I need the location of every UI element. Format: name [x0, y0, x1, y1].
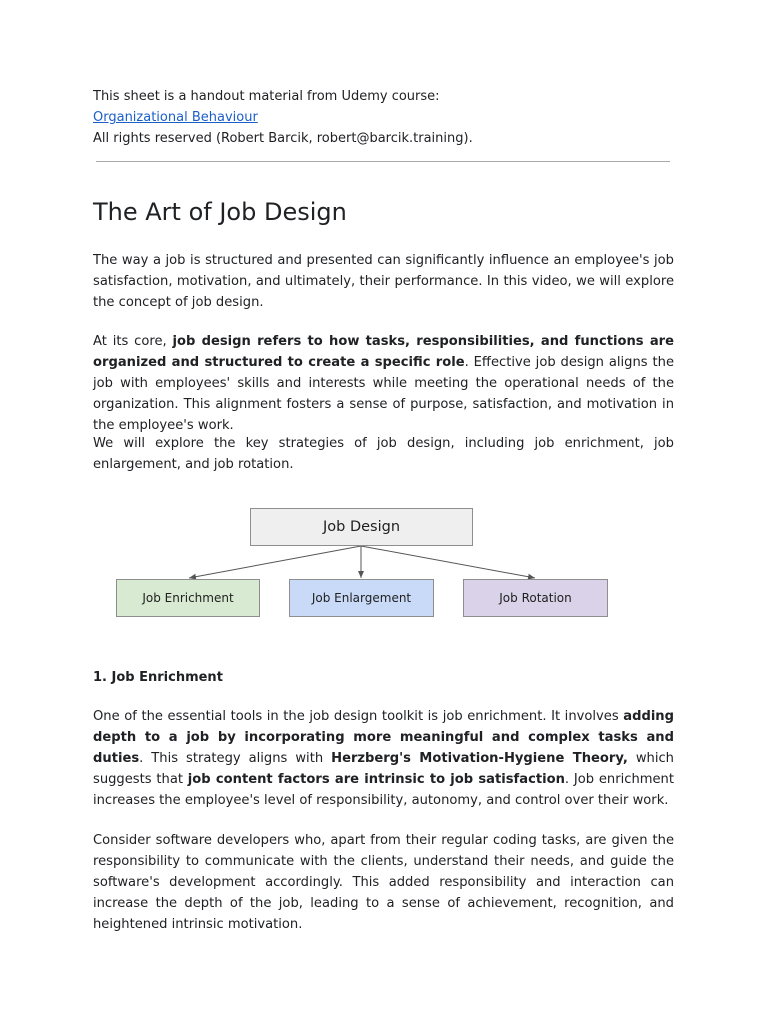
- connector-to-rotation: [361, 546, 535, 578]
- enrichment-p1-g: . Job enrichment increases the employee's level of responsibility, autonomy, and control over their work.: [93, 772, 674, 808]
- intro-paragraph-2: [93, 331, 674, 436]
- rights-text: All rights reserved (Robert Barcik, robert@barcik.training).: [93, 131, 473, 146]
- enrichment-paragraph-1: [93, 706, 674, 811]
- course-link[interactable]: Organizational Behaviour: [93, 110, 258, 125]
- diagram-node-job-rotation: Job Rotation: [463, 579, 608, 617]
- enrichment-p1-c: . This strategy aligns with: [139, 751, 332, 766]
- handout-source-text: This sheet is a handout material from Udemy course:: [93, 89, 440, 104]
- enrichment-p1-d: Herzberg's Motivation-Hygiene Theory,: [331, 751, 628, 766]
- enrichment-p1-f: job content factors are intrinsic to job satisfaction: [187, 772, 565, 787]
- diagram-node-job-design: Job Design: [250, 508, 473, 546]
- enrichment-p1-a: One of the essential tools in the job design toolkit is job enrichment. It involves: [93, 709, 624, 724]
- section-heading-job-enrichment: 1. Job Enrichment: [93, 670, 223, 685]
- page-title: The Art of Job Design: [93, 198, 347, 226]
- diagram-node-job-enlargement: Job Enlargement: [289, 579, 434, 617]
- connector-to-enrichment: [189, 546, 361, 578]
- intro-paragraph-1: The way a job is structured and presented can significantly influence an employee's job satisfaction, motivation, and ultimately, their performance. In this video, we will explore the concept of job design.: [93, 253, 674, 310]
- enrichment-p1-b: adding depth to a job by incorporating more meaningful and complex tasks and duties: [93, 709, 674, 766]
- handout-header: [93, 86, 674, 149]
- intro-p2-bold: job design refers to how tasks, responsibilities, and functions are organized and structured to create a specific role: [93, 334, 675, 370]
- enrichment-paragraph-2: Consider software developers who, apart from their regular coding tasks, are given the responsibility to communicate with the clients, understand their needs, and guide the software's development accordingly. This added responsibility and interaction can increase the depth of the job, leading to a sense of achievement, recognition, and heightened intrinsic motivation.: [93, 833, 674, 932]
- intro-p2-suffix: . Effective job design aligns the job with employees' skills and interests while meeting the operational needs of the organization. This alignment fosters a sense of purpose, satisfaction, and motivation in the employee's work.: [93, 355, 675, 433]
- enrichment-p1-e: which suggests that: [93, 751, 674, 787]
- horizontal-divider: [96, 161, 670, 162]
- intro-paragraph-3: We will explore the key strategies of job design, including job enrichment, job enlargement, and job rotation.: [93, 436, 674, 472]
- intro-p2-prefix: At its core,: [93, 334, 173, 349]
- diagram-node-job-enrichment: Job Enrichment: [116, 579, 260, 617]
